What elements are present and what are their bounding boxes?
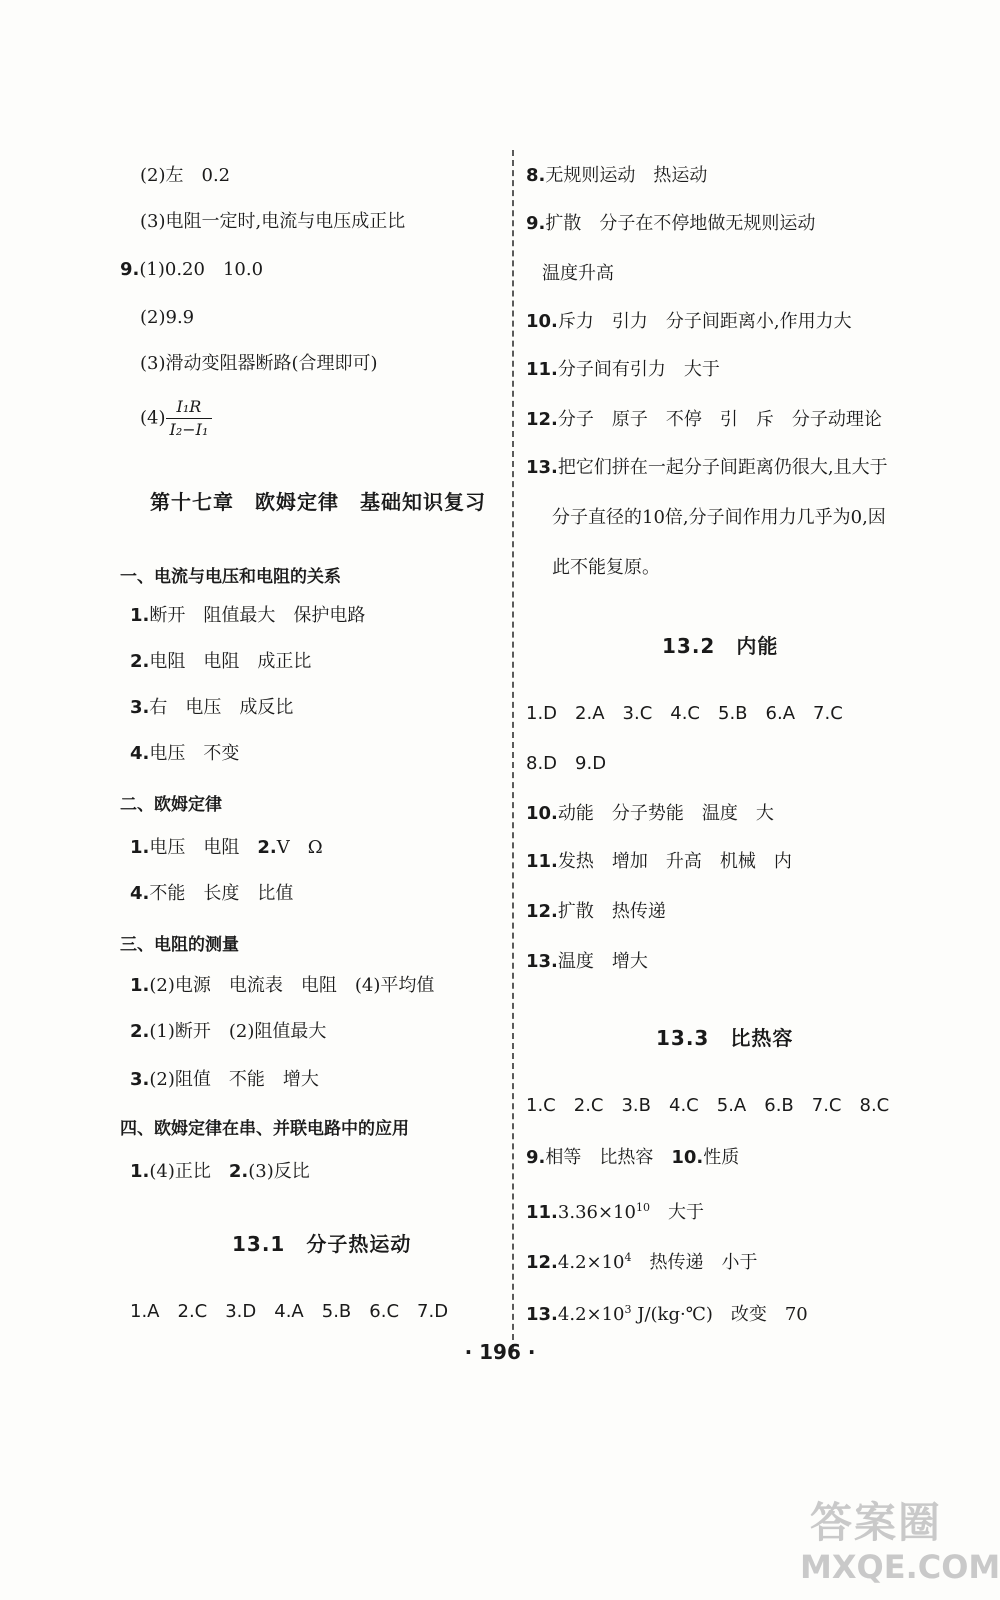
answer-line: 8.D 9.D [526, 753, 607, 774]
answer-line: 12.扩散 热传递 [526, 901, 666, 922]
fraction: $\frac{\text{I₁R}}{\text{I₂−I₁}}$ [166, 396, 213, 441]
answer-line: (3)滑动变阻器断路(合理即可) [140, 353, 378, 374]
answer-line: (2)9.9 [140, 307, 195, 328]
answer-line: $12.4.2\times 10^4$ 热传递 小于 [526, 1251, 758, 1273]
answer-line: 4.不能 长度 比值 [130, 883, 294, 904]
answer-line: 10.斥力 引力 分子间距离小,作用力大 [526, 311, 852, 332]
section-heading: 三、电阻的测量 [120, 935, 239, 955]
chapter-title: 第十七章 欧姆定律 基础知识复习 [150, 490, 486, 514]
answer-line: 10.动能 分子势能 温度 大 [526, 803, 774, 824]
answer-line: 12.分子 原子 不停 引 斥 分子动理论 [526, 409, 882, 430]
section-heading: 四、欧姆定律在串、并联电路中的应用 [120, 1119, 409, 1139]
answer-line: 1.D 2.A 3.C 4.C 5.B 6.A 7.C [526, 703, 843, 724]
answer-line: 4.电压 不变 [130, 743, 240, 764]
answer-line: 2.电阻 电阻 成正比 [130, 651, 312, 672]
answer-line: (2)左 0.2 [140, 165, 231, 186]
answer-line: 3.右 电压 成反比 [130, 697, 294, 718]
answer-line: 1.电压 电阻 2.V Ω [130, 837, 323, 858]
answer-line: $11.3.36\times 10^{10}$ 大于 [526, 1201, 704, 1223]
watermark-url: MXQE.COM [800, 1548, 1000, 1586]
answer-line: 1.A 2.C 3.D 4.A 5.B 6.C 7.D [130, 1301, 449, 1322]
section-title-13-3: 13.3 比热容 [656, 1026, 794, 1050]
answer-line: $13.4.2\times 10^3$ J/(kg·℃) 改变 70 [526, 1303, 808, 1325]
answer-line: 13.把它们拼在一起分子间距离仍很大,且大于 [526, 457, 888, 478]
answer-line: 1.断开 阻值最大 保护电路 [130, 605, 366, 626]
answer-line: 1.(4)正比 2.(3)反比 [130, 1161, 310, 1182]
watermark-logo [800, 1490, 1000, 1595]
answer-line: 2.(1)断开 (2)阻值最大 [130, 1021, 327, 1042]
section-title-13-1: 13.1 分子热运动 [232, 1232, 412, 1256]
watermark-text: 答案圈 [810, 1498, 943, 1547]
answer-line: 温度升高 [542, 263, 614, 284]
answer-line: 13.温度 增大 [526, 951, 648, 972]
answer-line: 11.分子间有引力 大于 [526, 359, 720, 380]
section-title-13-2: 13.2 内能 [662, 634, 779, 658]
column-divider [512, 150, 514, 1350]
answer-line: 3.(2)阻值 不能 增大 [130, 1069, 319, 1090]
fraction-answer: (4) $\frac{\text{I₁R}}{\text{I₂−I₁}}$ [140, 396, 212, 441]
answer-line: 分子直径的10倍,分子间作用力几乎为0,因 [552, 507, 886, 528]
section-heading: 一、电流与电压和电阻的关系 [120, 567, 341, 587]
answer-line: 此不能复原。 [552, 557, 660, 578]
answer-line: 8.无规则运动 热运动 [526, 165, 708, 186]
answer-line: 11.发热 增加 升高 机械 内 [526, 851, 792, 872]
answer-line: 9.相等 比热容 10.性质 [526, 1147, 740, 1168]
answer-line: (3)电阻一定时,电流与电压成正比 [140, 211, 406, 232]
answer-line: 9.(1)0.20 10.0 [120, 259, 264, 280]
answer-line: 9.扩散 分子在不停地做无规则运动 [526, 213, 816, 234]
page-number: · 196 · [464, 1340, 536, 1364]
section-heading: 二、欧姆定律 [120, 795, 222, 815]
answer-line: 1.(2)电源 电流表 电阻 (4)平均值 [130, 975, 435, 996]
answer-line: 1.C 2.C 3.B 4.C 5.A 6.B 7.C 8.C [526, 1095, 890, 1116]
